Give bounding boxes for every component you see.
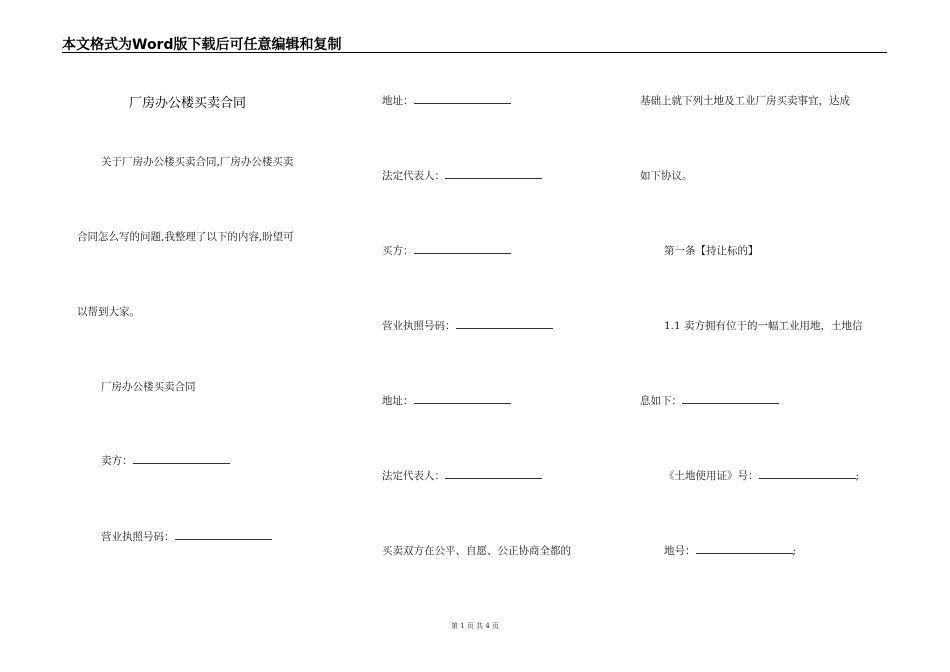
seller-license-field: [101, 529, 272, 544]
seller-address-blank: [414, 93, 511, 104]
intro-line-2: 合同怎么写的问题,我整理了以下的内容,盼望可: [77, 231, 294, 243]
lot-number-field: [664, 543, 796, 558]
buyer-label: 买方：: [382, 245, 414, 257]
seller-legal-rep-label: 法定代表人：: [382, 170, 445, 182]
seller-legal-rep-field: [382, 168, 542, 183]
seller-license-label: 营业执照号码：: [101, 531, 175, 543]
seller-label: 卖方：: [101, 455, 133, 467]
buyer-address-field: [382, 393, 511, 408]
buyer-legal-rep-label: 法定代表人：: [382, 470, 445, 482]
seller-address-field: [382, 93, 511, 108]
land-cert-label: 《土地使用证》号：: [664, 470, 759, 482]
buyer-address-blank: [414, 393, 511, 404]
land-info-label: 息如下：: [640, 395, 682, 407]
page-footer: 第 1 页 共 4 页: [450, 622, 500, 630]
lot-number-end: ;: [792, 545, 797, 557]
seller-blank: [133, 453, 230, 464]
buyer-field: [382, 243, 511, 258]
land-info-blank: [682, 393, 779, 404]
lot-number-label: 地号：: [664, 545, 696, 557]
buyer-legal-rep-blank: [445, 468, 542, 479]
clause-1-1: 1.1 卖方拥有位于的一幅工业用地，土地信: [664, 320, 863, 332]
buyer-legal-rep-field: [382, 468, 542, 483]
continuation-line-2: 如下协议。: [640, 170, 693, 182]
header-divider: [62, 52, 887, 53]
buyer-license-blank: [456, 318, 553, 329]
lot-number-blank: [696, 543, 793, 554]
land-cert-end: ;: [855, 470, 860, 482]
contract-subtitle: 厂房办公楼买卖合同: [101, 381, 196, 393]
agreement-text: 买卖双方在公平、自愿、公正协商全都的: [382, 545, 571, 557]
intro-line-1: 关于厂房办公楼买卖合同,厂房办公楼买卖: [101, 156, 294, 168]
seller-legal-rep-blank: [445, 168, 542, 179]
seller-license-blank: [175, 529, 272, 540]
buyer-license-field: [382, 318, 553, 333]
article-1-heading: 第一条【持让标的】: [664, 245, 759, 257]
land-cert-field: [664, 468, 859, 483]
document-header-title: 本文格式为Word版下载后可任意编辑和复制: [62, 37, 342, 53]
buyer-address-label: 地址：: [382, 395, 414, 407]
buyer-blank: [414, 243, 511, 254]
land-cert-blank: [759, 468, 856, 479]
land-info-field: [640, 393, 779, 408]
document-title: 厂房办公楼买卖合同: [129, 96, 247, 111]
buyer-license-label: 营业执照号码：: [382, 320, 456, 332]
seller-address-label: 地址：: [382, 95, 414, 107]
continuation-line-1: 基础上就下列土地及工业厂房买卖事宜，达成: [640, 95, 850, 107]
seller-field: [101, 453, 230, 468]
intro-line-3: 以帮到大家。: [77, 306, 140, 318]
